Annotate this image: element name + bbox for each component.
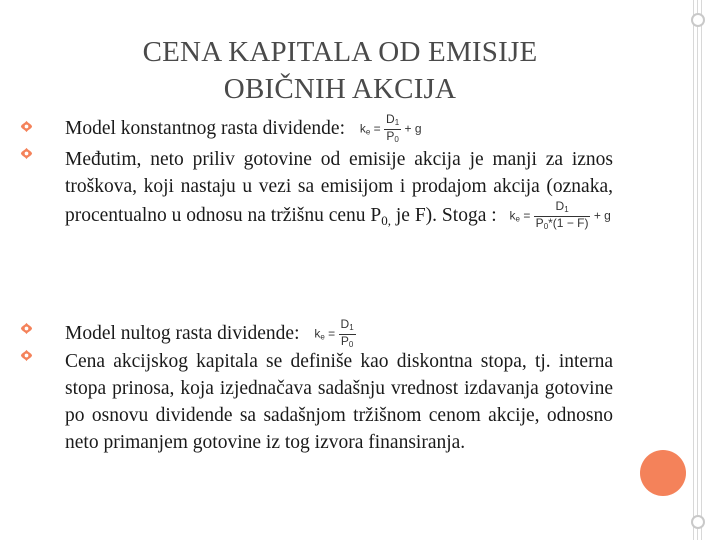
- formula-den-tail: *(1 − F): [548, 216, 589, 230]
- formula-lhs: k: [314, 326, 321, 341]
- formula-den: P: [386, 129, 395, 143]
- formula-constant-growth: [360, 113, 422, 146]
- formula-num: D: [386, 112, 395, 126]
- formula-den: P: [535, 216, 544, 230]
- formula-num-sub: 1: [349, 323, 354, 332]
- title-line-1: CENA KAPITALA OD EMISIJE: [142, 36, 538, 68]
- formula-eq: =: [328, 326, 336, 341]
- bullet-2-tail: je F). Stoga :: [391, 204, 497, 226]
- formula-eq: =: [523, 208, 531, 223]
- bullet-4-text: Cena akcijskog kapitala se definiše kao diskontna stopa, tj. interna stopa prinosa, koja izjednačava sadašnju vrednost izdavanja gotovine po osnovu dividende sa sadašnjom tržišnom cenom akcije, odnosno neto primanjem gotovine iz tog izvora finansiranja.: [65, 351, 613, 453]
- bullet-2: [65, 146, 613, 234]
- decor-line: [701, 0, 702, 540]
- formula-lhs-sub: e: [515, 214, 520, 224]
- formula-eq: =: [373, 121, 381, 136]
- fleuron-icon: [20, 147, 33, 160]
- formula-num-sub: 1: [394, 118, 400, 127]
- title-line-2: OBIČNIH AKCIJA: [223, 73, 457, 105]
- decor-ring: [691, 13, 705, 27]
- formula-fraction: [534, 200, 591, 233]
- bullet-3: [65, 318, 613, 351]
- formula-lhs: k: [359, 121, 366, 136]
- bullet-3-text: Model nultog rasta dividende:: [65, 322, 300, 344]
- formula-tail: + g: [404, 121, 422, 136]
- formula-den-sub: 0: [348, 340, 354, 349]
- slide-title: [60, 34, 620, 108]
- formula-lhs-sub: e: [365, 127, 371, 137]
- formula-fraction: [339, 318, 356, 351]
- fleuron-icon: [20, 120, 33, 133]
- bullet-1-text: Model konstantnog rasta dividende:: [65, 117, 345, 139]
- decor-line: [693, 0, 694, 540]
- formula-lhs-sub: e: [320, 332, 325, 342]
- formula-num: D: [340, 317, 350, 331]
- accent-circle: [640, 450, 686, 496]
- bullet-2-sub: 0,: [381, 212, 392, 228]
- formula-zero-growth: [314, 318, 355, 351]
- formula-tail: + g: [593, 208, 611, 223]
- formula-den-sub: 0: [394, 135, 399, 144]
- formula-with-flotation-cost: [510, 200, 611, 233]
- decor-ring: [691, 515, 705, 529]
- formula-den-sub: 0: [543, 222, 549, 231]
- formula-num-sub: 1: [564, 205, 569, 214]
- bullet-1: [65, 113, 613, 146]
- decor-line: [697, 0, 698, 540]
- formula-den: P: [340, 334, 349, 348]
- fleuron-icon: [20, 322, 33, 335]
- bullet-4: [65, 348, 613, 456]
- bullet-2-text: Međutim, neto priliv gotovine od emisije akcija je manji za iznos troškova, koji nastaju u vezi sa emisijom i prodajom akcija (oznaka, procentualno u odnosu na tržišnu cenu P: [65, 149, 613, 226]
- formula-num: D: [555, 199, 565, 213]
- fleuron-icon: [20, 349, 33, 362]
- formula-fraction: [384, 113, 401, 146]
- formula-lhs: k: [509, 208, 516, 223]
